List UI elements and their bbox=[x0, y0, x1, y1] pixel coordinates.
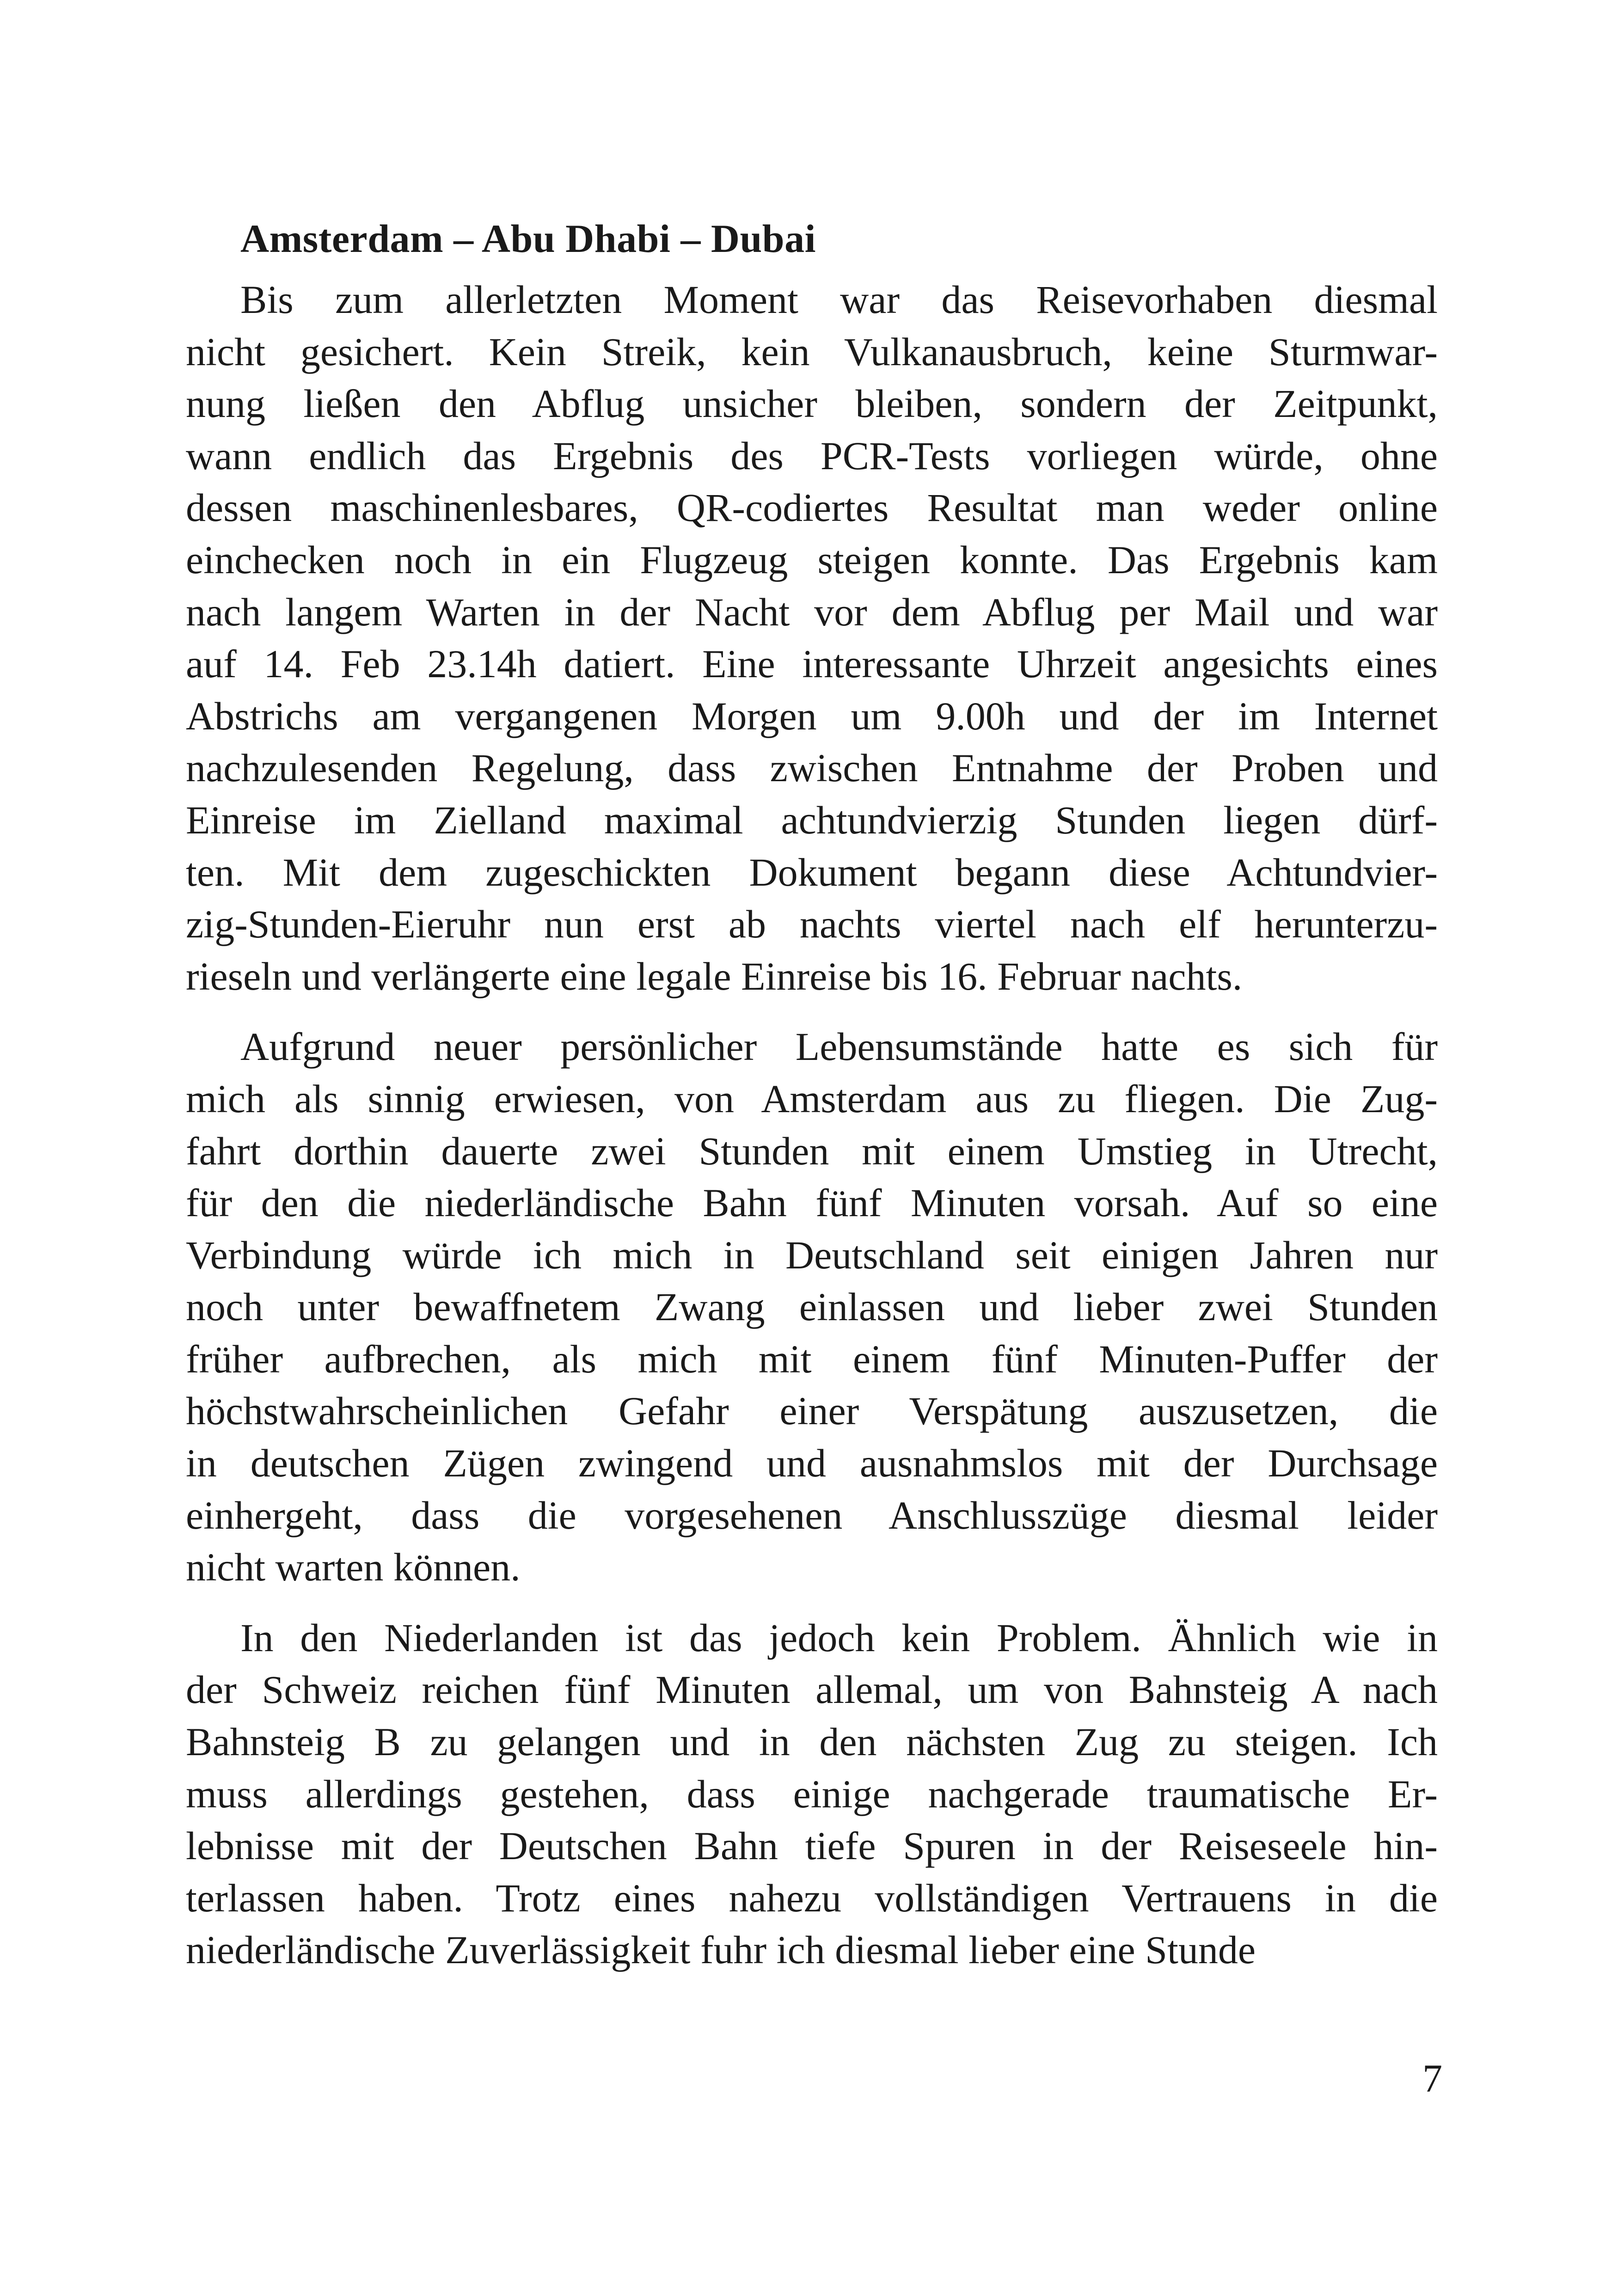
text-line: In den Niederlanden ist das jedoch kein Problem. Ähnlich wie in bbox=[240, 1615, 1438, 1660]
text-line: lebnisse mit der Deutschen Bahn tiefe Spuren in der Reiseseele hin- bbox=[186, 1824, 1438, 1868]
chapter-heading: Amsterdam – Abu Dhabi – Dubai bbox=[240, 216, 816, 261]
text-line: rieseln und verlängerte eine legale Einreise bis 16. Februar nachts. bbox=[186, 954, 1243, 998]
text-line: in deutschen Zügen zwingend und ausnahmslos mit der Durchsage bbox=[186, 1441, 1438, 1486]
text-line: der Schweiz reichen fünf Minuten allemal, um von Bahnsteig A nach bbox=[186, 1667, 1438, 1712]
text-line: für den die niederländische Bahn fünf Minuten vorsah. Auf so eine bbox=[186, 1181, 1438, 1225]
text-line: nicht warten können. bbox=[186, 1545, 521, 1590]
text-line: noch unter bewaffnetem Zwang einlassen und lieber zwei Stunden bbox=[186, 1285, 1438, 1329]
page-number: 7 bbox=[1422, 2056, 1442, 2100]
text-line: nicht gesichert. Kein Streik, kein Vulkanausbruch, keine Sturmwar- bbox=[186, 329, 1438, 374]
text-line: muss allerdings gestehen, dass einige nachgerade traumatische Er- bbox=[186, 1771, 1438, 1816]
text-line: einhergeht, dass die vorgesehenen Anschlusszüge diesmal leider bbox=[186, 1493, 1438, 1537]
paragraph bbox=[186, 274, 1438, 1002]
text-line: nachzulesenden Regelung, dass zwischen Entnahme der Proben und bbox=[186, 746, 1438, 790]
text-line: Einreise im Zielland maximal achtundvierzig Stunden liegen dürf- bbox=[186, 797, 1438, 842]
text-line: Aufgrund neuer persönlicher Lebensumstände hatte es sich für bbox=[240, 1024, 1438, 1069]
text-line: niederländische Zuverlässigkeit fuhr ich diesmal lieber eine Stunde bbox=[186, 1928, 1256, 1972]
text-line: zig-Stunden-Eieruhr nun erst ab nachts viertel nach elf herunterzu- bbox=[186, 902, 1438, 947]
text-line: dessen maschinenlesbares, QR-codiertes Resultat man weder online bbox=[186, 485, 1438, 530]
text-line: einchecken noch in ein Flugzeug steigen konnte. Das Ergebnis kam bbox=[186, 537, 1438, 582]
text-line: nung ließen den Abflug unsicher bleiben, sondern der Zeitpunkt, bbox=[186, 381, 1438, 426]
text-line: Verbindung würde ich mich in Deutschland seit einigen Jahren nur bbox=[186, 1232, 1438, 1277]
paragraph bbox=[186, 1612, 1438, 1976]
text-line: terlassen haben. Trotz eines nahezu vollständigen Vertrauens in die bbox=[186, 1875, 1438, 1920]
text-line: auf 14. Feb 23.14h datiert. Eine interessante Uhrzeit angesichts eines bbox=[186, 642, 1438, 686]
text-line: Abstrichs am vergangenen Morgen um 9.00h und der im Internet bbox=[186, 693, 1438, 738]
text-line: Bis zum allerletzten Moment war das Reisevorhaben diesmal bbox=[240, 277, 1438, 322]
text-line: mich als sinnig erwiesen, von Amsterdam aus zu fliegen. Die Zug- bbox=[186, 1076, 1438, 1121]
text-line: höchstwahrscheinlichen Gefahr einer Verspätung auszusetzen, die bbox=[186, 1389, 1438, 1433]
text-line: wann endlich das Ergebnis des PCR-Tests vorliegen würde, ohne bbox=[186, 433, 1438, 478]
text-line: fahrt dorthin dauerte zwei Stunden mit einem Umstieg in Utrecht, bbox=[186, 1128, 1438, 1173]
text-line: früher aufbrechen, als mich mit einem fünf Minuten-Puffer der bbox=[186, 1336, 1438, 1381]
text-line: nach langem Warten in der Nacht vor dem Abflug per Mail und war bbox=[186, 589, 1438, 634]
text-line: ten. Mit dem zugeschickten Dokument begann diese Achtundvier- bbox=[186, 850, 1438, 894]
text-line: Bahnsteig B zu gelangen und in den nächsten Zug zu steigen. Ich bbox=[186, 1720, 1438, 1764]
text-block bbox=[186, 213, 1438, 1995]
body-text bbox=[186, 274, 1438, 1976]
paragraph bbox=[186, 1021, 1438, 1593]
